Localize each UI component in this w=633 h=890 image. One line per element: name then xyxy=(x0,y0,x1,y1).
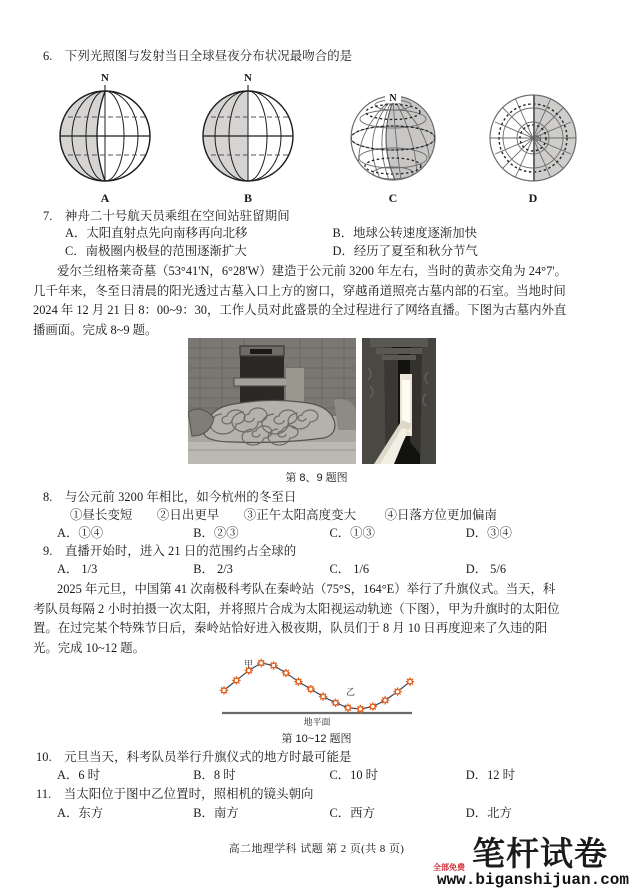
sun-marker xyxy=(269,661,277,669)
sun-path-svg xyxy=(196,655,440,727)
question-7-option-c[interactable]: C．南极圈内极昼的范围逐渐扩大 xyxy=(65,244,247,258)
globe-figure-a xyxy=(45,72,165,204)
question-9-option-d[interactable]: D． 5/6 xyxy=(465,562,507,576)
sun-marker xyxy=(294,677,302,685)
sun-marker xyxy=(319,692,327,700)
horizon-label: 地平面 xyxy=(303,717,331,727)
globe-label-b: B xyxy=(243,191,252,205)
question-11-options xyxy=(57,805,602,822)
sun-marker xyxy=(356,705,364,713)
sun-marker xyxy=(257,659,265,667)
globe-a-svg xyxy=(45,72,165,188)
sun-label-jia: 甲 xyxy=(244,659,254,669)
question-11-option-d[interactable]: D．北方 xyxy=(465,806,512,820)
watermark-free-badge: 全部免费 xyxy=(432,863,465,872)
question-7-number: 7. xyxy=(43,209,53,223)
question-9-stem: 直播开始时，进入 21 日的范围约占全球的 xyxy=(64,544,297,558)
globe-figure-d xyxy=(473,72,593,204)
passage-1-line-1: 爱尔兰纽格莱奇墓（53°41'N，6°28'W）建造于公元前 3200 年左右，当时的黄赤交角为 24°7'。 xyxy=(57,264,567,278)
globe-label-d: D xyxy=(528,191,538,205)
sun-path-figure xyxy=(196,655,440,727)
question-8-item-4: ④日落方位更加偏南 xyxy=(384,508,497,522)
question-9-line xyxy=(43,543,296,560)
sun-label-yi: 乙 xyxy=(346,687,356,697)
passage-1 xyxy=(33,262,600,340)
sun-marker xyxy=(282,669,290,677)
question-9-options xyxy=(57,561,602,578)
passage-1-line-2: 几千年来，冬至日清晨的阳光透过古墓入口上方的窗口，穿越甬道照亮古墓内部的石室。当地时间 xyxy=(33,283,566,298)
sun-marker xyxy=(232,676,240,684)
question-6-line xyxy=(43,48,352,65)
question-8-number: 8. xyxy=(43,490,53,504)
question-8-item-1: ①昼长变短 xyxy=(70,508,133,522)
question-7-option-b[interactable]: B．地球公转速度逐渐加快 xyxy=(332,226,478,240)
sun-marker xyxy=(406,677,414,685)
question-11-option-a[interactable]: A．东方 xyxy=(57,806,104,820)
question-7-option-d[interactable]: D．经历了夏至和秋分节气 xyxy=(332,244,478,258)
question-7-options-row-2 xyxy=(65,243,600,260)
passage-2-line-2: 考队员每隔 2 小时拍摄一次太阳，并将照片合成为太阳视运动轨迹（下图），甲为升旗时的太阳位 xyxy=(33,601,560,616)
question-10-number: 10. xyxy=(36,750,52,764)
watermark-title: 笔杆试卷 xyxy=(471,835,608,872)
photo-newgrange-entrance xyxy=(188,338,356,464)
sun-marker xyxy=(344,704,352,712)
passage-2-line-4: 光。完成 10~12 题。 xyxy=(33,640,146,655)
question-11-line xyxy=(36,786,314,803)
question-10-option-a[interactable]: A．6 时 xyxy=(57,768,101,782)
globe-label-c: C xyxy=(388,191,398,205)
globe-figure-b xyxy=(188,72,308,204)
question-10-option-b[interactable]: B．8 时 xyxy=(193,768,236,782)
question-7-options-row-1 xyxy=(65,225,600,242)
question-8-option-b[interactable]: B．②③ xyxy=(193,526,239,540)
sun-marker xyxy=(393,687,401,695)
passage-2-line-1: 2025 年元旦，中国第 41 次南极科考队在秦岭站（75°S，164°E）举行了升旗仪式。当天，科 xyxy=(57,582,556,596)
globe-b-svg xyxy=(188,72,308,188)
globe-d-svg xyxy=(473,72,593,188)
question-10-stem: 元旦当天，科考队员举行升旗仪式的地方时最可能是 xyxy=(64,750,352,764)
question-11-option-b[interactable]: B．南方 xyxy=(193,806,239,820)
watermark-url: www.biganshijuan.com xyxy=(436,871,629,889)
north-pole-label-b: N xyxy=(244,72,252,84)
question-6-number: 6. xyxy=(43,49,53,63)
question-9-number: 9. xyxy=(43,544,53,558)
question-9-option-a[interactable]: A． 1/3 xyxy=(57,562,98,576)
question-8-item-2: ②日出更早 xyxy=(156,508,220,522)
question-7-option-a[interactable]: A．太阳直射点先向南移再向北移 xyxy=(65,226,248,240)
question-10-line xyxy=(36,749,352,766)
question-9-option-b[interactable]: B． 2/3 xyxy=(193,562,233,576)
question-8-items xyxy=(70,507,497,524)
question-11-number: 11. xyxy=(36,787,52,801)
question-8-line xyxy=(43,489,296,506)
question-9-option-c[interactable]: C． 1/6 xyxy=(329,562,370,576)
question-8-stem: 与公元前 3200 年相比，如今杭州的冬至日 xyxy=(64,490,297,504)
question-10-option-c[interactable]: C．10 时 xyxy=(329,768,379,782)
question-8-option-d[interactable]: D．③④ xyxy=(465,526,512,540)
figure-1012-caption: 第 10~12 题图 xyxy=(281,733,352,745)
globe-label-a: A xyxy=(100,191,110,205)
question-7-line xyxy=(43,208,290,225)
sun-marker xyxy=(307,685,315,693)
north-pole-label-d: N xyxy=(536,134,542,143)
passage-2-line-3: 置。在过完某个特殊节日后，秦岭站恰好进入极夜期，队员们于 8 月 10 日再度迎来了久违的阳 xyxy=(33,621,548,635)
passage-1-line-4: 播画面。完成 8~9 题。 xyxy=(33,322,158,337)
question-10-option-d[interactable]: D．12 时 xyxy=(465,768,515,782)
figure-89-photos xyxy=(188,338,436,464)
sun-marker xyxy=(381,696,389,704)
question-8-option-a[interactable]: A．①④ xyxy=(57,526,104,540)
globe-figure-c xyxy=(333,72,453,204)
question-8-options xyxy=(57,525,602,542)
question-11-stem: 当太阳位于图中乙位置时，照相机的镜头朝向 xyxy=(63,787,314,801)
passage-2 xyxy=(33,580,600,658)
sun-marker xyxy=(220,686,228,694)
photo-newgrange-passage xyxy=(362,338,436,464)
sun-marker xyxy=(331,699,339,707)
question-6-figure-group xyxy=(33,72,600,204)
passage-1-line-3: 2024 年 12 月 21 日 8：00~9：30，工作人员对此盛景的全过程进行了网络直播。下图为古墓内外直 xyxy=(33,303,567,317)
question-11-option-c[interactable]: C．西方 xyxy=(329,806,375,820)
sun-marker xyxy=(369,702,377,710)
page-footer: 高二地理学科 试题 第 2 页(共 8 页) xyxy=(228,843,405,855)
question-10-options xyxy=(57,767,602,784)
north-pole-label-c: N xyxy=(389,93,397,104)
question-8-option-c[interactable]: C．①③ xyxy=(329,526,375,540)
question-7-stem: 神舟二十号航天员乘组在空间站驻留期间 xyxy=(64,209,290,223)
globe-c-svg xyxy=(333,72,453,188)
question-8-item-3: ③正午太阳高度变大 xyxy=(243,508,357,522)
figure-89-caption: 第 8、9 题图 xyxy=(285,472,348,484)
north-pole-label-a: N xyxy=(101,72,109,84)
question-6-stem: 下列光照图与发射当日全球昼夜分布状况最吻合的是 xyxy=(64,49,353,63)
